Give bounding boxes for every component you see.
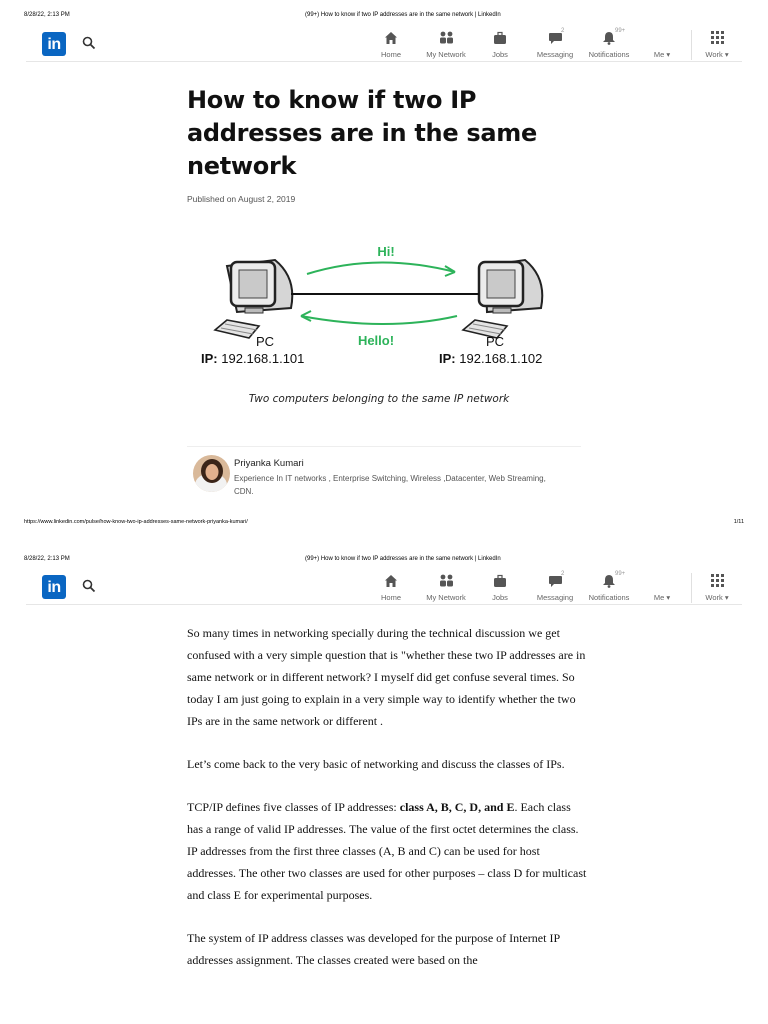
bell-icon	[584, 28, 634, 47]
nav-work-label: Work	[705, 50, 723, 59]
article-paragraph: Let’s come back to the very basic of networking and discuss the classes of IPs.	[187, 757, 565, 771]
article-title: How to know if two IP addresses are in the same network	[187, 86, 537, 180]
grid-icon	[702, 574, 732, 590]
home-icon	[376, 574, 406, 590]
nav-me-label: Me	[653, 50, 665, 59]
nav-work-label: Work	[705, 593, 723, 602]
nav-home-label: Home	[380, 50, 401, 59]
author-name[interactable]: Priyanka Kumari	[234, 458, 304, 469]
bottom-arrow-text: Hello!	[357, 333, 395, 348]
linkedin-logo[interactable]: in	[42, 32, 66, 56]
people-icon	[421, 574, 471, 590]
chat-icon	[533, 571, 577, 590]
briefcase-icon	[486, 574, 514, 590]
notifications-badge: 99+	[615, 571, 626, 577]
right-pc-label: PC	[485, 334, 505, 349]
nav-jobs-label: Jobs	[492, 50, 508, 59]
left-pc-illustration	[215, 260, 292, 338]
paragraph-text: . Each class has a range of valid IP addresses. The value of the first octet determines the class. IP addresses from the first three classes (A, B and C) can be used for host addresses. The other two classes are used for other purposes – class D for multicast and class E for experimental purposes.	[187, 800, 587, 902]
svg-text:IP: 192.168.1.102	[439, 351, 542, 366]
chevron-down-icon: ▾	[666, 593, 671, 602]
messaging-badge: 2	[561, 571, 565, 577]
print-footer-url: https://www.linkedin.com/pulse/how-know-two-ip-addresses-same-network-priyanka-kumari/	[24, 519, 248, 525]
right-pc-illustration	[463, 260, 542, 338]
nav-jobs[interactable]	[486, 31, 514, 61]
article-paragraph	[187, 796, 587, 906]
left-ip-value: 192.168.1.101	[221, 351, 305, 366]
nav-my-network-label: My Network	[426, 50, 466, 59]
nav-divider	[691, 30, 692, 60]
chevron-down-icon: ▾	[724, 593, 729, 602]
nav-work[interactable]	[702, 574, 732, 604]
print-tab-title: (99+) How to know if two IP addresses are in the same network | LinkedIn	[305, 556, 501, 562]
nav-notifications[interactable]	[584, 571, 634, 604]
svg-text:IP: 192.168.1.101	[201, 351, 304, 366]
chevron-down-icon: ▾	[724, 50, 729, 59]
nav-me[interactable]	[650, 574, 674, 604]
nav-divider	[691, 573, 692, 603]
nav-me[interactable]	[650, 31, 674, 61]
author-headline: Experience In IT networks , Enterprise Switching, Wireless ,Datacenter, Web Streaming, CDN.	[234, 474, 546, 496]
briefcase-icon	[486, 31, 514, 47]
nav-jobs-label: Jobs	[492, 593, 508, 602]
right-ip-label: IP:	[439, 351, 456, 366]
author-divider	[187, 446, 581, 447]
nav-messaging-label: Messaging	[536, 50, 574, 59]
nav-messaging-label: Messaging	[536, 593, 574, 602]
avatar[interactable]	[193, 455, 230, 492]
nav-jobs[interactable]	[486, 574, 514, 604]
article-paragraph: So many times in networking specially during the technical discussion we get confused with a very simple question that is "whether these two IP addresses are in same network or in different network? I myself did get confuse several times. So today I am just going to explain in a very simple way to identify whether the two IPs are in the same network or different .	[187, 626, 586, 728]
print-header	[0, 544, 768, 562]
paragraph-text: TCP/IP defines five classes of IP addresses:	[187, 800, 400, 814]
home-icon	[376, 31, 406, 47]
search-icon[interactable]	[82, 36, 98, 52]
article-figure	[187, 228, 581, 418]
article-paragraph: The system of IP address classes was developed for the purpose of Internet IP addresses assignment. The classes created were based on the	[187, 931, 560, 967]
nav-home[interactable]	[376, 31, 406, 61]
print-header	[0, 0, 768, 18]
notifications-badge: 99+	[615, 28, 626, 34]
print-page-number: 1/11	[733, 519, 744, 525]
left-pc-label: PC	[255, 334, 275, 349]
nav-home[interactable]	[376, 574, 406, 604]
nav-me-label: Me	[653, 593, 665, 602]
nav-work[interactable]	[702, 31, 732, 61]
nav-notifications-label: Notifications	[588, 593, 630, 602]
bell-icon	[584, 571, 634, 590]
search-icon[interactable]	[82, 579, 98, 595]
top-navbar	[26, 571, 742, 605]
chat-icon	[533, 28, 577, 47]
nav-notifications-label: Notifications	[588, 50, 630, 59]
left-ip-label: IP:	[201, 351, 218, 366]
nav-messaging[interactable]	[533, 571, 577, 604]
chevron-down-icon: ▾	[666, 50, 671, 59]
ip-classes-bold: class A, B, C, D, and E	[399, 800, 515, 814]
messaging-badge: 2	[561, 28, 565, 34]
nav-my-network-label: My Network	[426, 593, 466, 602]
print-timestamp: 8/28/22, 2:13 PM	[24, 12, 70, 18]
nav-messaging[interactable]	[533, 28, 577, 61]
print-timestamp: 8/28/22, 2:13 PM	[24, 556, 70, 562]
article-body	[187, 622, 587, 992]
grid-icon	[702, 31, 732, 47]
top-navbar	[26, 28, 742, 62]
nav-home-label: Home	[380, 593, 401, 602]
people-icon	[421, 31, 471, 47]
print-tab-title: (99+) How to know if two IP addresses are in the same network | LinkedIn	[305, 12, 501, 18]
published-date: Published on August 2, 2019	[187, 194, 296, 204]
figure-caption: Two computers belonging to the same IP network	[248, 393, 510, 405]
linkedin-logo[interactable]: in	[42, 575, 66, 599]
right-ip-value: 192.168.1.102	[459, 351, 543, 366]
nav-my-network[interactable]	[421, 31, 471, 61]
top-arrow-text: Hi!	[377, 244, 395, 259]
nav-notifications[interactable]	[584, 28, 634, 61]
nav-my-network[interactable]	[421, 574, 471, 604]
